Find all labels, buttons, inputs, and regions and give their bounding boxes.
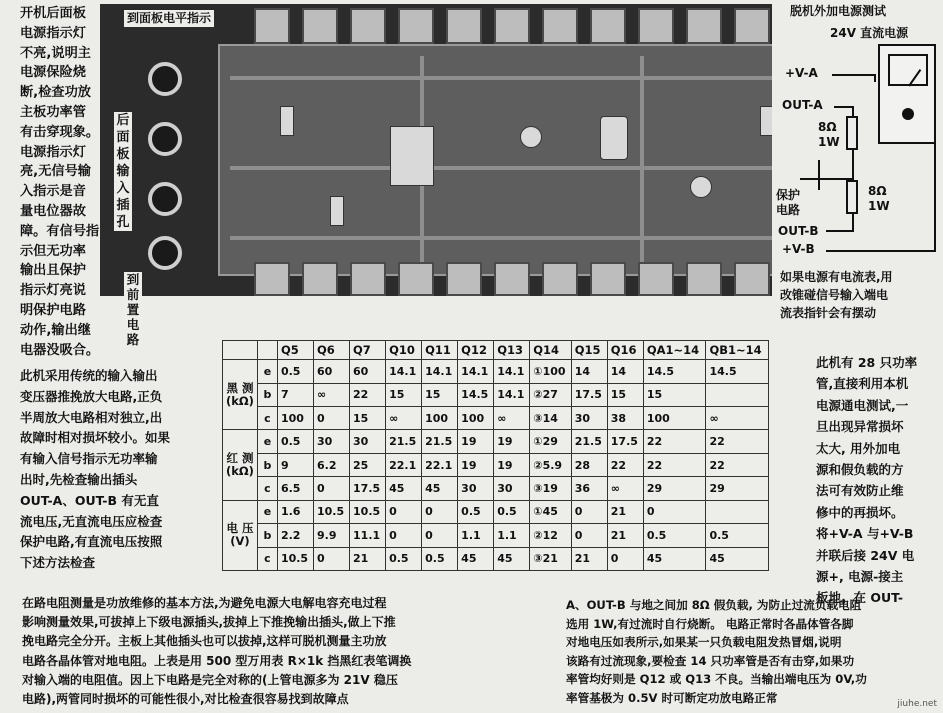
table-cell: 0 — [571, 524, 607, 547]
table-cell: ∞ — [313, 383, 349, 406]
relay — [600, 116, 628, 160]
table-cell: 0 — [422, 524, 458, 547]
table-cell: 15 — [607, 383, 643, 406]
table-cell: 14.1 — [386, 360, 422, 383]
table-pin-label: b — [257, 453, 277, 476]
table-cell: 0.5 — [494, 500, 530, 523]
table-cell: 30 — [350, 430, 386, 453]
table-cell: 14.5 — [643, 360, 706, 383]
input-jack-3 — [148, 182, 182, 216]
table-cell: 21.5 — [422, 430, 458, 453]
table-header-cell: Q6 — [313, 341, 349, 360]
table-row — [223, 360, 769, 383]
table-cell: 30 — [571, 407, 607, 430]
table-cell: 1.1 — [458, 524, 494, 547]
table-cell: 19 — [458, 453, 494, 476]
table-cell: ③14 — [530, 407, 571, 430]
table-cell: 1.6 — [277, 500, 313, 523]
table-cell: 0 — [313, 547, 349, 570]
load-resistor-a — [846, 116, 858, 150]
transistor-measurement-table — [222, 340, 769, 571]
table-cell: 0 — [386, 500, 422, 523]
table-cell: 11.1 — [350, 524, 386, 547]
table-cell: 14 — [607, 360, 643, 383]
table-pin-label: c — [257, 407, 277, 430]
bottom-right-text: A、OUT-B 与地之间加 8Ω 假负载, 为防止过流负载电阻 选用 1W,有过流时自行烧断。 电路正常时各晶体管各脚 对地电压如表所示,如果某一只负载电阻发热冒烟,说明 该路有过流现象,要检查 14 只功率管是否有击穿,如果功 率管均好则是 Q12 或 Q13 不良。当输出端电压为 0V,功 率管基极为 0.5V 时可断定功放电路正常 — [566, 598, 867, 705]
table-cell: 10.5 — [277, 547, 313, 570]
table-cell: 30 — [494, 477, 530, 500]
table-header-cell: Q10 — [386, 341, 422, 360]
table-row — [223, 524, 769, 547]
table-cell: 17.5 — [350, 477, 386, 500]
table-cell: 14.1 — [422, 360, 458, 383]
watermark: jiuhe.net — [897, 699, 937, 709]
table-cell: ②5.9 — [530, 453, 571, 476]
label-plus-v-b: +V-B — [782, 242, 815, 256]
table-cell: 21.5 — [571, 430, 607, 453]
table-group-label: 电 压 (V) — [223, 500, 258, 570]
label-rear-panel-input: 后 面 板 输 入 插 孔 — [114, 112, 132, 231]
table-cell: 100 — [422, 407, 458, 430]
table-cell: 15 — [386, 383, 422, 406]
table-cell: 14.5 — [706, 360, 769, 383]
capacitor — [690, 176, 712, 198]
table-cell: 17.5 — [571, 383, 607, 406]
amplifier-board-photo — [100, 4, 772, 296]
table-cell: 0 — [607, 547, 643, 570]
table-cell: 19 — [494, 430, 530, 453]
label-out-b: OUT-B — [778, 224, 819, 238]
left-column-text: 开机后面板 电源指示灯 不亮,说明主 电源保险烧 断,检查功放 主板功率管 有击穿现象。 电源指示灯 亮,无信号输 入指示是音 量电位器故 障。有信号指 示但无功率 输出且保护 指示灯亮说 明保护电路 动作,输出继 电器没吸合。 — [20, 6, 100, 358]
table-cell: 60 — [313, 360, 349, 383]
table-group-label: 黑 测 (kΩ) — [223, 360, 258, 430]
circuit-board — [218, 44, 772, 276]
circuit-note: 如果电源有电流表,用 改锥碰信号输入端电 流表指针会有摆动 — [780, 270, 893, 320]
table-header-cell: Q13 — [494, 341, 530, 360]
table-cell: 0.5 — [706, 524, 769, 547]
table-cell: 19 — [494, 453, 530, 476]
table-cell: 14.1 — [494, 383, 530, 406]
table-cell: 21 — [350, 547, 386, 570]
table-cell: 45 — [422, 477, 458, 500]
table-cell: ③21 — [530, 547, 571, 570]
table-cell: 14.5 — [458, 383, 494, 406]
transformer — [390, 126, 434, 186]
table-cell: 0.5 — [277, 430, 313, 453]
table-cell: 19 — [458, 430, 494, 453]
input-jack-2 — [148, 122, 182, 156]
table-pin-label: c — [257, 547, 277, 570]
table-cell: 14 — [571, 360, 607, 383]
table-header-cell: Q7 — [350, 341, 386, 360]
table-cell: 22 — [350, 383, 386, 406]
table-cell: 30 — [458, 477, 494, 500]
table-cell: 21.5 — [386, 430, 422, 453]
table-row — [223, 407, 769, 430]
table-cell: 0 — [422, 500, 458, 523]
table-cell: 28 — [571, 453, 607, 476]
table-cell: 21 — [607, 524, 643, 547]
table-cell: 45 — [643, 547, 706, 570]
terminal-icon — [902, 108, 914, 120]
load-resistor-b — [846, 180, 858, 214]
table-cell: 6.2 — [313, 453, 349, 476]
table-cell: 38 — [607, 407, 643, 430]
table-cell: 45 — [458, 547, 494, 570]
table-cell: 45 — [494, 547, 530, 570]
table-header-cell: QA1~14 — [643, 341, 706, 360]
table-pin-label: b — [257, 524, 277, 547]
table-cell: 45 — [386, 477, 422, 500]
table-cell: 100 — [643, 407, 706, 430]
table-cell: 0 — [386, 524, 422, 547]
table-cell: 45 — [706, 547, 769, 570]
table-pin-label: b — [257, 383, 277, 406]
table-cell: 22.1 — [386, 453, 422, 476]
right-column-text: 此机有 28 只功率 管,直接利用本机 电源通电测试,一 旦出现异常损坏 太大, 用外加电 源和假负载的方 法可有效防止维 修中的再损坏。 将+V-A 与+V-B 并联后接 24V 电 源+, 电源-接主 板地。在 OUT- — [816, 355, 918, 606]
table-group-label: 红 测 (kΩ) — [223, 430, 258, 500]
bottom-left-text: 在路电阻测量是功放维修的基本方法,为避免电源大电解电容充电过程 影响测量效果,可拔掉上下级电源插头,拔掉上下推挽输出插头,做上下推 挽电路完全分开。主板上其他插头也可以拔掉,这样可脱机测量主功放 电路各晶体管对地电阻。上表是用 500 型万用表 R×1k 挡黑红表笔调换 对输入端的电阻值。因上下电路是完全对称的(上管电源多为 21V 稳压 电路),两管同时损坏的可能性很小,对比检查很容易找到故障点 — [22, 596, 412, 707]
table-cell: 1.1 — [494, 524, 530, 547]
table-cell: 29 — [643, 477, 706, 500]
table-cell: 17.5 — [607, 430, 643, 453]
table-cell: 22 — [643, 453, 706, 476]
table-cell: 15 — [422, 383, 458, 406]
table-row — [223, 477, 769, 500]
meter-needle — [908, 69, 921, 87]
table-cell: 60 — [350, 360, 386, 383]
table-cell: 25 — [350, 453, 386, 476]
input-jack-4 — [148, 236, 182, 270]
table-pin-label: e — [257, 430, 277, 453]
table-cell: 22.1 — [422, 453, 458, 476]
table-row — [223, 430, 769, 453]
top-heatsink-transistors — [250, 8, 772, 44]
table-header-cell: Q12 — [458, 341, 494, 360]
table-row — [223, 453, 769, 476]
label-out-a: OUT-A — [782, 98, 823, 112]
table-cell: ①100 — [530, 360, 571, 383]
table-header-row — [223, 341, 769, 360]
table-cell: 14.1 — [458, 360, 494, 383]
table-cell: 0.5 — [643, 524, 706, 547]
table-cell: 10.5 — [350, 500, 386, 523]
input-jack-1 — [148, 62, 182, 96]
table-cell — [706, 383, 769, 406]
table-cell: ∞ — [494, 407, 530, 430]
label-res-b: 8Ω 1W — [868, 184, 890, 213]
table-cell: 10.5 — [313, 500, 349, 523]
table-cell: 0 — [313, 407, 349, 430]
table-header-cell: Q11 — [422, 341, 458, 360]
table-cell: 15 — [643, 383, 706, 406]
table-cell: 100 — [277, 407, 313, 430]
table-cell: 21 — [571, 547, 607, 570]
table-cell: 7 — [277, 383, 313, 406]
table-header-cell: Q15 — [571, 341, 607, 360]
table-cell: 22 — [643, 430, 706, 453]
table-row — [223, 383, 769, 406]
table-cell: 36 — [571, 477, 607, 500]
table-header-cell: QB1~14 — [706, 341, 769, 360]
table-cell: 6.5 — [277, 477, 313, 500]
table-cell: 9.9 — [313, 524, 349, 547]
table-cell: 0 — [643, 500, 706, 523]
table-cell: 0.5 — [458, 500, 494, 523]
table-cell: 0.5 — [422, 547, 458, 570]
label-to-panel-level-indicator: 到面板电平指示 — [124, 10, 214, 27]
label-protection-circuit: 保护 电路 — [776, 188, 801, 217]
table-cell: 15 — [350, 407, 386, 430]
table-cell: 14.1 — [494, 360, 530, 383]
table-cell: 0 — [313, 477, 349, 500]
table-cell: ∞ — [386, 407, 422, 430]
table-cell: ③19 — [530, 477, 571, 500]
label-to-preamp: 到 前 置 电 路 — [124, 272, 142, 347]
dc-power-supply-ammeter — [878, 44, 936, 144]
table-pin-label: e — [257, 360, 277, 383]
table-header-cell — [257, 341, 277, 360]
table-header-cell — [223, 341, 258, 360]
left-lower-text: 此机采用传统的输入输出 变压器推挽放大电路,正负 半周放大电路相对独立,出 故障时相对损坏较小。如果 有输入信号指示无功率输 出时,先检查输出插头 OUT-A、OUT-B 有无直 流电压,无直流电压应检查 保护电路,有直流电压按照 下述方法检查 — [20, 368, 171, 571]
table-header-cell: Q14 — [530, 341, 571, 360]
circuit-title: 脱机外加电源测试 — [790, 4, 887, 18]
table-pin-label: c — [257, 477, 277, 500]
table-cell: 0.5 — [386, 547, 422, 570]
label-plus-v-a: +V-A — [785, 66, 818, 80]
table-row — [223, 547, 769, 570]
circuit-subtitle: 24V 直流电源 — [830, 26, 909, 40]
table-cell: 22 — [706, 430, 769, 453]
table-header-cell: Q5 — [277, 341, 313, 360]
table-cell: ②12 — [530, 524, 571, 547]
table-cell: ∞ — [706, 407, 769, 430]
label-res-a: 8Ω 1W — [818, 120, 840, 149]
table-cell: 29 — [706, 477, 769, 500]
table-header-cell: Q16 — [607, 341, 643, 360]
table-cell: ①29 — [530, 430, 571, 453]
table-cell: 30 — [313, 430, 349, 453]
bottom-heatsink-transistors — [250, 262, 772, 296]
table-cell: 9 — [277, 453, 313, 476]
table-cell: 2.2 — [277, 524, 313, 547]
table-cell: 22 — [706, 453, 769, 476]
table-cell — [706, 500, 769, 523]
table-cell: ∞ — [607, 477, 643, 500]
table-cell: 21 — [607, 500, 643, 523]
table-pin-label: e — [257, 500, 277, 523]
table-cell: ①45 — [530, 500, 571, 523]
table-cell: 0.5 — [277, 360, 313, 383]
table-cell: 22 — [607, 453, 643, 476]
table-cell: 100 — [458, 407, 494, 430]
table-row — [223, 500, 769, 523]
capacitor — [520, 126, 542, 148]
table-cell: 0 — [571, 500, 607, 523]
table-cell: ②27 — [530, 383, 571, 406]
